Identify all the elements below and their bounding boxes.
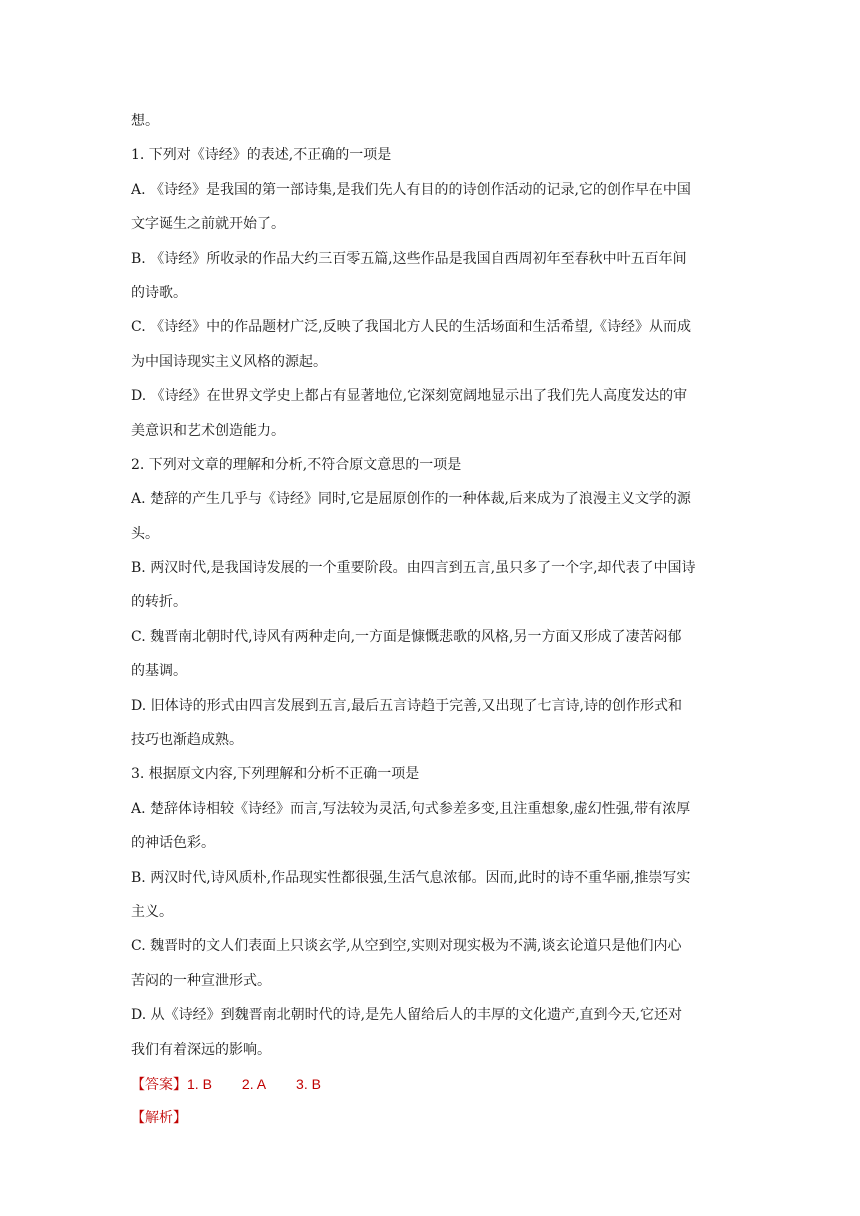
question-stem: 1. 下列对《诗经》的表述,不正确的一项是 bbox=[131, 147, 392, 164]
text-line: C. 魏晋南北朝时代,诗风有两种走向,一方面是慷慨悲歌的风格,另一方面又形成了凄苦闷郁 bbox=[131, 628, 682, 645]
text-line: B. 两汉时代,是我国诗发展的一个重要阶段。由四言到五言,虽只多了一个字,却代表了中国诗 bbox=[131, 560, 696, 577]
text-line: A. 楚辞体诗相较《诗经》而言,写法较为灵活,句式参差多变,且注重想象,虚幻性强,带有浓厚 bbox=[131, 800, 691, 817]
text-line: 的基调。 bbox=[131, 663, 187, 680]
answer-item: 2. A bbox=[241, 1075, 267, 1092]
text-line: 想。 bbox=[131, 113, 159, 129]
analysis-line bbox=[131, 1101, 731, 1135]
text-line: C. 魏晋时的文人们表面上只谈玄学,从空到空,实则对现实极为不满,谈玄论道只是他们内心 bbox=[131, 938, 682, 955]
answer-item: 3. B bbox=[296, 1075, 321, 1092]
text-line: 主义。 bbox=[131, 903, 173, 920]
text-line: C. 《诗经》中的作品题材广泛,反映了我国北方人民的生活场面和生活希望,《诗经》从而成 bbox=[131, 319, 692, 336]
text-line: B. 两汉时代,诗风质朴,作品现实性都很强,生活气息浓郁。因而,此时的诗不重华丽,推崇写实 bbox=[131, 869, 691, 886]
text-line: 我们有着深远的影响。 bbox=[131, 1041, 271, 1058]
text-line: 技巧也渐趋成熟。 bbox=[131, 732, 243, 749]
text-line: 苦闷的一种宣泄形式。 bbox=[131, 972, 271, 989]
document-page bbox=[131, 104, 731, 1136]
text-line: D. 《诗经》在世界文学史上都占有显著地位,它深刻宽阔地显示出了我们先人高度发达的审 bbox=[131, 388, 688, 405]
text-line: 文字诞生之前就开始了。 bbox=[131, 216, 285, 233]
question-stem: 2. 下列对文章的理解和分析,不符合原文意思的一项是 bbox=[131, 456, 462, 473]
text-line: 的神话色彩。 bbox=[131, 835, 215, 852]
text-line: 美意识和艺术创造能力。 bbox=[131, 422, 285, 439]
answer-label: 【答案】 bbox=[131, 1076, 187, 1093]
text-line: D. 旧体诗的形式由四言发展到五言,最后五言诗趋于完善,又出现了七言诗,诗的创作形式和 bbox=[131, 697, 682, 714]
text-line: 头。 bbox=[131, 525, 159, 542]
answer-item: 1. B bbox=[187, 1075, 212, 1092]
text-line: A. 楚辞的产生几乎与《诗经》同时,它是屈原创作的一种体裁,后来成为了浪漫主义文学的源 bbox=[131, 491, 691, 508]
text-line: B. 《诗经》所收录的作品大约三百零五篇,这些作品是我国自西周初年至春秋中叶五百年间 bbox=[131, 250, 687, 267]
text-line: 为中国诗现实主义风格的源起。 bbox=[131, 353, 327, 370]
text-line: A. 《诗经》是我国的第一部诗集,是我们先人有目的的诗创作活动的记录,它的创作早在中国 bbox=[131, 181, 691, 198]
text-line: 的转折。 bbox=[131, 594, 187, 611]
text-line: 的诗歌。 bbox=[131, 284, 187, 301]
answer-line bbox=[131, 1067, 731, 1101]
question-stem: 3. 根据原文内容,下列理解和分析不正确一项是 bbox=[131, 766, 420, 783]
analysis-label: 【解析】 bbox=[131, 1110, 187, 1127]
text-line: D. 从《诗经》到魏晋南北朝时代的诗,是先人留给后人的丰厚的文化遗产,直到今天,它还对 bbox=[131, 1007, 682, 1024]
